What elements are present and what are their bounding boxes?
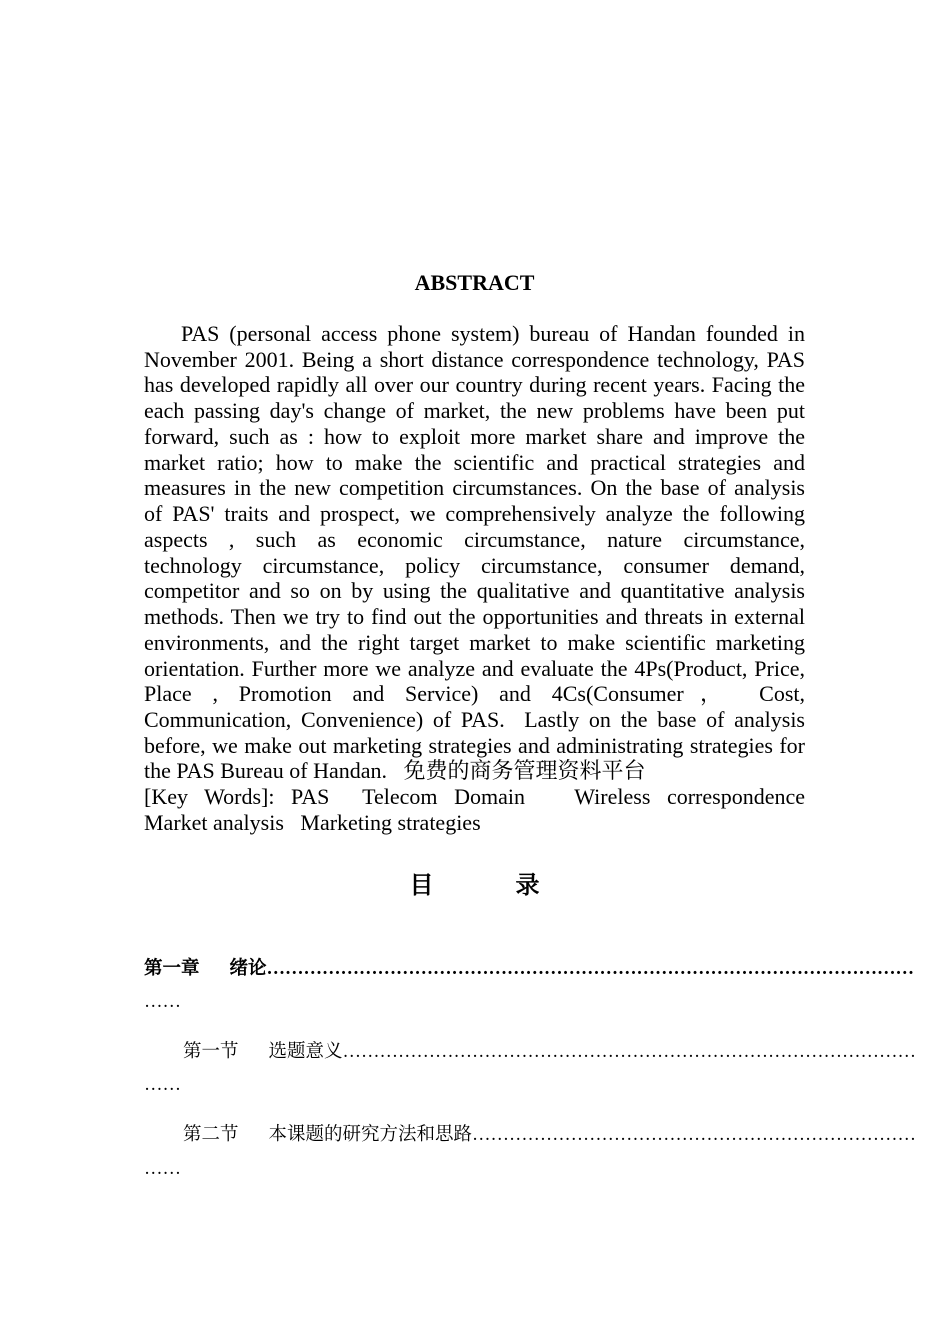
toc-entry-section-2[interactable] bbox=[183, 1123, 917, 1147]
keywords-line: [Key Words]: PAS Telecom Domain Wireless correspondence bbox=[144, 784, 805, 810]
abstract-line: of PAS' traits and prospect, we comprehensively analyze the following bbox=[144, 501, 805, 527]
abstract-line: Place , Promotion and Service) and 4Cs(Consumer， Cost, bbox=[144, 681, 805, 707]
toc-title: 目 录 bbox=[409, 873, 540, 899]
abstract-heading: ABSTRACT bbox=[414, 270, 535, 295]
abstract-line: Communication, Convenience) of PAS. Lastly on the base of analysis bbox=[144, 707, 805, 733]
toc-entry-title: 绪论 bbox=[229, 959, 267, 979]
toc-entry-number: 第一节 bbox=[183, 1042, 239, 1062]
abstract-line: before, we make out marketing strategies and administrating strategies for bbox=[144, 732, 805, 758]
abstract-body bbox=[144, 321, 805, 836]
abstract-line-last: the PAS Bureau of Handan. 免费的商务管理资料平台 bbox=[144, 758, 646, 784]
abstract-line: PAS (personal access phone system) bureau of Handan founded in bbox=[181, 321, 805, 346]
abstract-line: each passing day's change of market, the new problems have been put bbox=[144, 398, 805, 424]
keywords-line: Market analysis Marketing strategies bbox=[144, 809, 481, 835]
toc-entry-chapter-1[interactable] bbox=[144, 957, 915, 981]
toc-entry-continuation: …… bbox=[144, 992, 181, 1012]
toc-entry-title: 选题意义 bbox=[268, 1042, 343, 1062]
abstract-line: forward, such as : how to exploit more market share and improve the bbox=[144, 423, 805, 449]
abstract-line: orientation. Further more we analyze and evaluate the 4Ps(Product, Price, bbox=[144, 655, 805, 681]
toc-entry-number: 第一章 bbox=[144, 959, 200, 979]
abstract-line: aspects , such as economic circumstance, nature circumstance, bbox=[144, 526, 805, 552]
abstract-line: has developed rapidly all over our country during recent years. Facing the bbox=[144, 372, 805, 398]
toc-entry-continuation: …… bbox=[144, 1075, 181, 1095]
toc-entry-number: 第二节 bbox=[183, 1125, 239, 1145]
abstract-line: environments, and the right target market to make scientific marketing bbox=[144, 629, 805, 655]
toc-entry-continuation: …… bbox=[144, 1159, 181, 1179]
abstract-line: measures in the new competition circumstances. On the base of analysis bbox=[144, 475, 805, 501]
toc-entry-section-1[interactable] bbox=[183, 1040, 917, 1064]
abstract-line: technology circumstance, policy circumstance, consumer demand, bbox=[144, 552, 805, 578]
abstract-line: competitor and so on by using the qualitative and quantitative analysis bbox=[144, 578, 805, 604]
abstract-line: methods. Then we try to find out the opportunities and threats in external bbox=[144, 604, 805, 630]
toc-entry-title: 本课题的研究方法和思路 bbox=[268, 1125, 473, 1145]
toc-dot-leader: ……………………………………………………………… bbox=[472, 1125, 917, 1145]
abstract-line: November 2001. Being a short distance correspondence technology, PAS bbox=[144, 346, 805, 372]
toc-dot-leader: …………………………………………………………………………………………… bbox=[266, 959, 915, 979]
toc-dot-leader: ………………………………………………………………………………… bbox=[342, 1042, 917, 1062]
abstract-line: market ratio; how to make the scientific and practical strategies and bbox=[144, 449, 805, 475]
